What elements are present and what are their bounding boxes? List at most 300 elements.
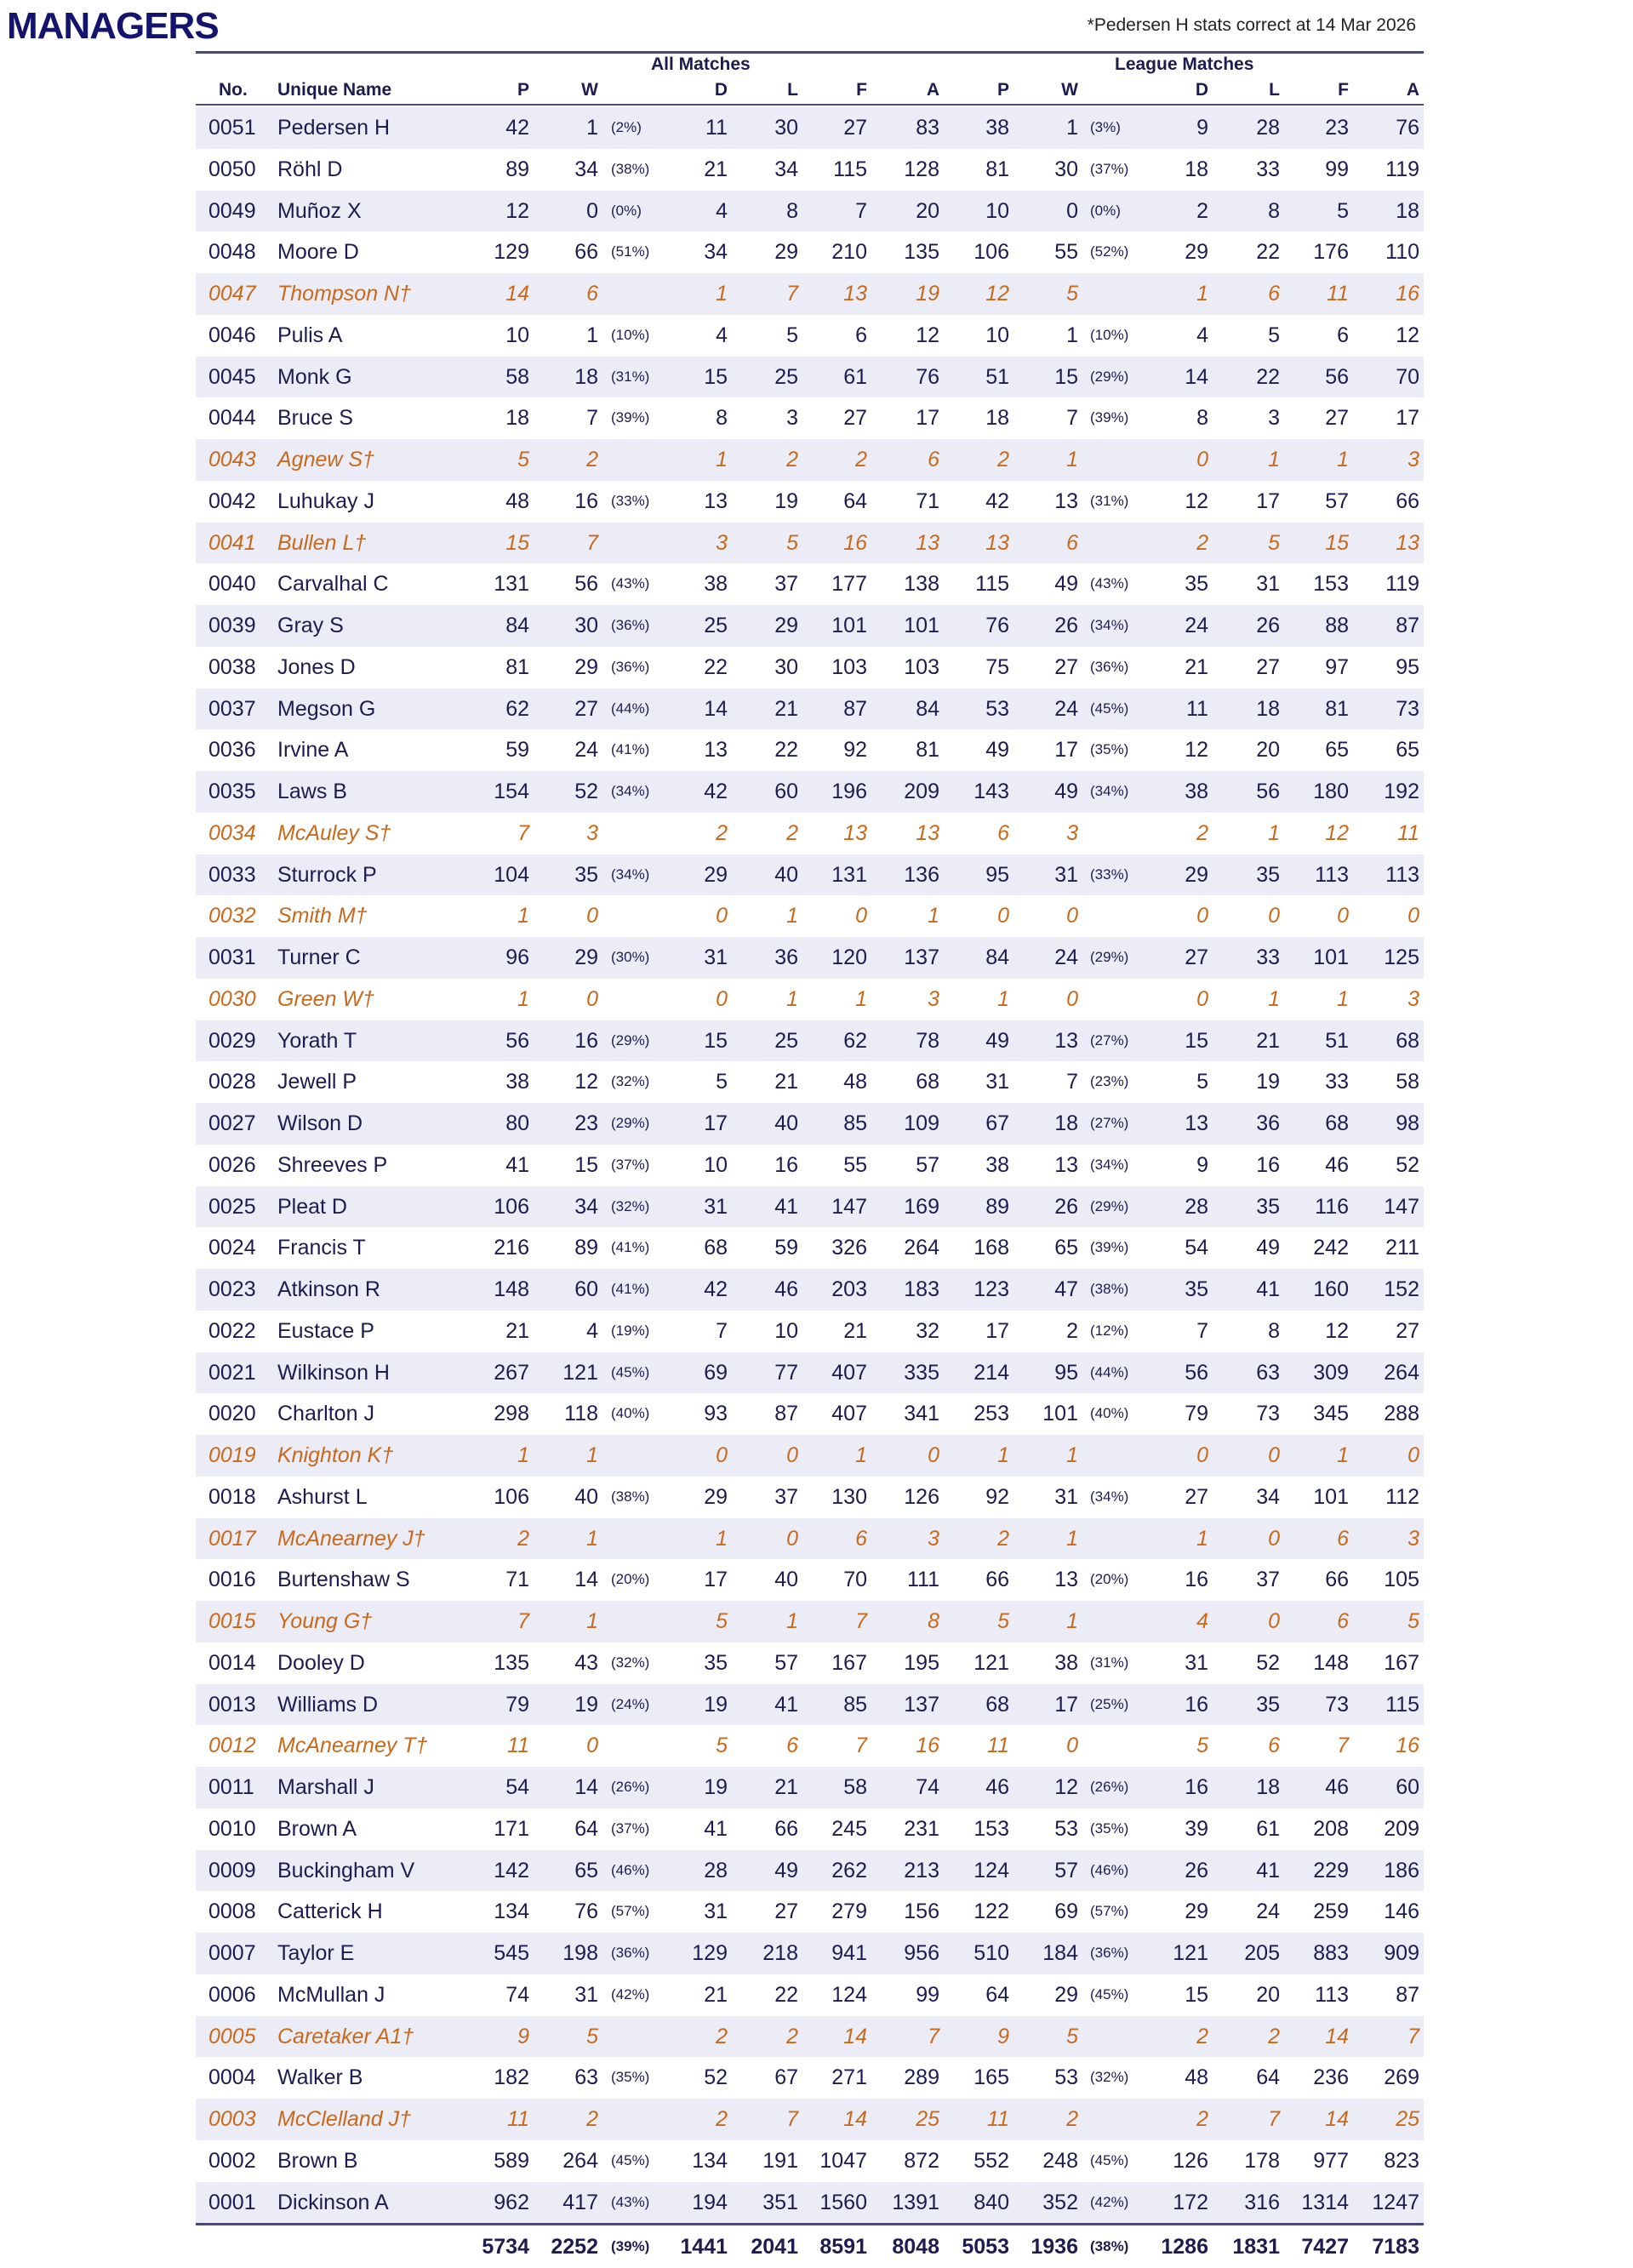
cell-all-d: 25 — [704, 614, 728, 637]
cell-league-l: 63 — [1256, 1360, 1280, 1385]
cell-all-w: 0 — [586, 198, 598, 223]
cell-league-f: 236 — [1313, 2065, 1349, 2090]
table-row — [196, 895, 1424, 937]
cell-league-p: 143 — [974, 780, 1009, 803]
cell-all-l: 57 — [774, 1650, 798, 1675]
cell-name: Caretaker A1† — [277, 2024, 414, 2048]
cell-all-win-pct: (57%) — [611, 1903, 650, 1920]
cell-all-l: 30 — [774, 654, 798, 679]
cell-league-w: 17 — [1054, 1692, 1078, 1717]
cell-league-w: 13 — [1054, 1028, 1078, 1053]
cell-all-f: 92 — [843, 738, 867, 763]
cell-league-a: 12 — [1396, 323, 1419, 347]
cell-league-a: 52 — [1396, 1152, 1419, 1177]
cell-league-a: 95 — [1396, 654, 1419, 679]
cell-name: McAuley S† — [277, 820, 391, 845]
cell-all-a: 68 — [916, 1070, 939, 1094]
cell-league-a: 70 — [1396, 364, 1419, 389]
cell-all-a: 335 — [904, 1360, 939, 1385]
cell-all-l: 36 — [774, 945, 798, 969]
cell-number: 0008 — [208, 1900, 256, 1924]
cell-number: 0048 — [208, 240, 256, 265]
cell-league-d: 0 — [1196, 1443, 1208, 1467]
table-row — [196, 1352, 1424, 1394]
cell-league-win-pct: (40%) — [1090, 1405, 1129, 1422]
cell-all-p: 5 — [517, 448, 529, 471]
cell-league-f: 66 — [1325, 1568, 1349, 1592]
cell-number: 0050 — [208, 157, 256, 181]
cell-league-win-pct: (45%) — [1090, 1985, 1129, 2002]
cell-league-w: 248 — [1042, 2148, 1078, 2173]
cell-all-p: 135 — [494, 1650, 529, 1675]
cell-all-w: 1 — [586, 116, 598, 140]
cell-all-w: 65 — [574, 1858, 598, 1882]
header-rule — [196, 104, 1424, 106]
cell-all-f: 21 — [843, 1318, 867, 1343]
cell-all-l: 21 — [774, 696, 798, 721]
cell-league-win-pct: (34%) — [1090, 783, 1129, 799]
cell-league-f: 229 — [1313, 1858, 1349, 1882]
cell-all-win-pct: (41%) — [611, 741, 650, 758]
cell-league-d: 39 — [1185, 1816, 1208, 1841]
cell-all-d: 21 — [704, 157, 728, 181]
cell-league-w: 65 — [1054, 1236, 1078, 1260]
cell-all-d: 4 — [716, 323, 728, 347]
cell-all-l: 7 — [786, 2107, 798, 2131]
cell-league-l: 35 — [1256, 1692, 1280, 1717]
cell-league-a: 7 — [1407, 2024, 1419, 2048]
cell-number: 0031 — [208, 945, 256, 969]
cell-league-win-pct: (38%) — [1090, 2238, 1129, 2255]
cell-league-w: 1 — [1066, 116, 1078, 140]
cell-league-win-pct: (27%) — [1090, 1031, 1129, 1048]
cell-number: 0003 — [208, 2107, 256, 2131]
cell-league-f: 148 — [1313, 1650, 1349, 1675]
cell-all-p: 7 — [517, 1609, 529, 1633]
cell-number: 0026 — [208, 1152, 256, 1177]
cell-all-win-pct: (37%) — [611, 1820, 650, 1837]
cell-all-p: 2 — [517, 1526, 529, 1551]
cell-league-d: 15 — [1185, 1028, 1208, 1053]
cell-league-p: 168 — [974, 1236, 1009, 1260]
cell-number: 0047 — [208, 282, 256, 306]
cell-all-w: 198 — [562, 1941, 598, 1965]
cell-all-win-pct: (37%) — [611, 1156, 650, 1173]
header-name: Unique Name — [277, 80, 392, 100]
cell-all-d: 1 — [716, 1526, 728, 1551]
cell-all-f: 203 — [831, 1277, 867, 1301]
cell-all-a: 136 — [904, 862, 939, 887]
cell-league-win-pct: (37%) — [1090, 160, 1129, 177]
cell-league-f: 46 — [1325, 1152, 1349, 1177]
cell-league-l: 49 — [1256, 1236, 1280, 1260]
table-row — [196, 2057, 1424, 2099]
cell-all-w: 12 — [574, 1070, 598, 1094]
cell-all-f: 48 — [843, 1070, 867, 1094]
cell-league-f: 15 — [1325, 530, 1349, 555]
cell-name: Ashurst L — [277, 1484, 368, 1509]
table-row — [196, 439, 1424, 481]
cell-number: 0049 — [208, 198, 256, 223]
cell-number: 0001 — [208, 2190, 256, 2214]
cell-league-l: 18 — [1256, 696, 1280, 721]
cell-all-w: 6 — [586, 282, 598, 306]
cell-league-f: 27 — [1325, 406, 1349, 431]
cell-all-d: 0 — [716, 986, 728, 1011]
cell-all-w: 66 — [574, 240, 598, 265]
cell-all-d: 0 — [716, 1443, 728, 1467]
cell-league-p: 253 — [974, 1402, 1009, 1426]
cell-league-p: 38 — [985, 116, 1009, 140]
cell-league-d: 0 — [1196, 986, 1208, 1011]
cell-league-d: 16 — [1185, 1692, 1208, 1717]
cell-league-p: 68 — [985, 1692, 1009, 1717]
cell-league-w: 29 — [1054, 1982, 1078, 2007]
cell-league-a: 125 — [1384, 945, 1419, 969]
table-row — [196, 1269, 1424, 1311]
cell-league-p: 9 — [997, 2024, 1009, 2048]
cell-all-p: 56 — [505, 1028, 529, 1053]
cell-league-d: 5 — [1196, 1734, 1208, 1758]
cell-league-a: 823 — [1384, 2148, 1419, 2173]
cell-name: Smith M† — [277, 904, 368, 928]
cell-all-d: 7 — [716, 1318, 728, 1343]
cell-name: Jones D — [277, 654, 356, 679]
cell-all-l: 2 — [786, 448, 798, 471]
cell-all-d: 129 — [692, 1941, 728, 1965]
cell-league-w: 15 — [1054, 364, 1078, 389]
cell-league-f: 33 — [1325, 1070, 1349, 1094]
cell-league-l: 3 — [1268, 406, 1280, 431]
cell-all-win-pct: (40%) — [611, 1405, 650, 1422]
cell-league-a: 209 — [1384, 1816, 1419, 1841]
cell-league-d: 16 — [1185, 1568, 1208, 1592]
cell-league-l: 21 — [1256, 1028, 1280, 1053]
cell-league-win-pct: (29%) — [1090, 1197, 1129, 1214]
cell-all-l: 40 — [774, 1111, 798, 1135]
cell-league-p: 12 — [985, 282, 1009, 306]
cell-all-f: 177 — [831, 572, 867, 597]
table-row — [196, 1518, 1424, 1560]
cell-all-a: 111 — [906, 1568, 939, 1592]
cell-all-l: 34 — [774, 157, 798, 181]
cell-league-a: 60 — [1396, 1775, 1419, 1799]
cell-number: 0051 — [208, 116, 256, 140]
cell-all-win-pct: (39%) — [611, 409, 650, 426]
cell-all-l: 351 — [762, 2190, 798, 2214]
cell-all-w: 16 — [574, 488, 598, 513]
cell-all-f: 196 — [831, 780, 867, 803]
cell-league-win-pct: (20%) — [1090, 1571, 1129, 1588]
cell-all-l: 2041 — [751, 2235, 798, 2259]
cell-league-w: 24 — [1054, 945, 1078, 969]
cell-league-a: 18 — [1396, 198, 1419, 223]
cell-league-l: 5 — [1268, 530, 1280, 555]
table-row — [196, 1559, 1424, 1601]
cell-all-p: 134 — [494, 1900, 529, 1924]
cell-all-l: 16 — [774, 1152, 798, 1177]
cell-league-w: 2 — [1066, 1318, 1078, 1343]
cell-league-f: 101 — [1313, 1484, 1349, 1509]
cell-all-d: 2 — [716, 820, 728, 845]
cell-number: 0038 — [208, 654, 256, 679]
cell-all-d: 15 — [704, 364, 728, 389]
cell-all-win-pct: (44%) — [611, 700, 650, 717]
cell-all-a: 183 — [904, 1277, 939, 1301]
cell-number: 0006 — [208, 1982, 256, 2007]
cell-name: Laws B — [277, 780, 347, 803]
cell-number: 0020 — [208, 1402, 256, 1426]
cell-number: 0034 — [208, 820, 256, 845]
table-row — [196, 1186, 1424, 1228]
cell-all-l: 77 — [774, 1360, 798, 1385]
cell-league-l: 52 — [1256, 1650, 1280, 1675]
cell-league-p: 5053 — [962, 2235, 1009, 2259]
cell-league-win-pct: (35%) — [1090, 1820, 1129, 1837]
cell-all-win-pct: (34%) — [611, 865, 650, 883]
cell-all-a: 231 — [904, 1816, 939, 1841]
cell-all-w: 118 — [564, 1402, 598, 1426]
cell-all-l: 5 — [786, 530, 798, 555]
cell-all-w: 23 — [574, 1111, 598, 1135]
cell-all-p: 1 — [517, 904, 529, 928]
cell-number: 0028 — [208, 1070, 256, 1094]
cell-league-w: 24 — [1054, 696, 1078, 721]
cell-league-p: 31 — [985, 1070, 1009, 1094]
cell-number: 0046 — [208, 323, 256, 347]
cell-all-l: 5 — [786, 323, 798, 347]
cell-all-a: 289 — [904, 2065, 939, 2090]
cell-league-w: 7 — [1066, 406, 1078, 431]
cell-league-p: 124 — [974, 1858, 1009, 1882]
cell-all-f: 64 — [843, 488, 867, 513]
cell-name: Gray S — [277, 614, 344, 637]
cell-league-l: 73 — [1256, 1402, 1280, 1426]
cell-all-a: 956 — [904, 1941, 939, 1965]
cell-name: Carvalhal C — [277, 572, 389, 597]
cell-league-win-pct: (3%) — [1090, 119, 1121, 135]
cell-league-a: 0 — [1407, 1443, 1419, 1467]
cell-number: 0039 — [208, 614, 256, 637]
cell-league-l: 0 — [1268, 904, 1280, 928]
cell-league-f: 1314 — [1301, 2190, 1349, 2214]
cell-league-a: 1247 — [1372, 2190, 1419, 2214]
cell-all-w: 52 — [574, 780, 598, 803]
table-row — [196, 563, 1424, 605]
cell-name: Yorath T — [277, 1028, 357, 1053]
table-row — [196, 1020, 1424, 1062]
group-league-matches: League Matches — [1115, 54, 1254, 74]
cell-all-f: 7 — [855, 1734, 867, 1758]
cell-all-d: 31 — [704, 1900, 728, 1924]
cell-league-d: 2 — [1196, 198, 1208, 223]
cell-league-p: 67 — [985, 1111, 1009, 1135]
cell-all-w: 30 — [574, 614, 598, 637]
cell-name: Dickinson A — [277, 2190, 389, 2214]
cell-all-w: 18 — [574, 364, 598, 389]
cell-number: 0032 — [208, 904, 256, 928]
cell-league-w: 13 — [1054, 1152, 1078, 1177]
cell-league-p: 1 — [997, 986, 1009, 1011]
cell-name: Burtenshaw S — [277, 1568, 410, 1592]
cell-all-f: 0 — [855, 904, 867, 928]
cell-league-l: 20 — [1256, 738, 1280, 763]
cell-all-l: 30 — [774, 116, 798, 140]
cell-league-l: 2 — [1268, 2024, 1280, 2048]
cell-league-a: 87 — [1396, 614, 1419, 637]
cell-all-a: 6 — [928, 448, 939, 471]
cell-all-d: 1441 — [680, 2235, 728, 2259]
cell-all-w: 7 — [586, 530, 598, 555]
cell-league-a: 3 — [1407, 1526, 1419, 1551]
cell-all-l: 25 — [774, 364, 798, 389]
cell-league-f: 23 — [1325, 116, 1349, 140]
cell-all-a: 74 — [916, 1775, 939, 1799]
cell-all-l: 37 — [774, 572, 798, 597]
cell-league-win-pct: (42%) — [1090, 2193, 1129, 2210]
cell-league-p: 92 — [985, 1484, 1009, 1509]
cell-all-d: 31 — [704, 1194, 728, 1219]
cell-league-w: 1 — [1066, 1443, 1078, 1467]
cell-all-win-pct: (0%) — [611, 202, 642, 219]
cell-all-p: 171 — [494, 1816, 529, 1841]
cell-league-d: 48 — [1185, 2065, 1208, 2090]
cell-league-a: 269 — [1384, 2065, 1419, 2090]
cell-all-win-pct: (41%) — [611, 1281, 650, 1297]
table-row — [196, 315, 1424, 357]
cell-all-d: 41 — [704, 1816, 728, 1841]
cell-number: 0009 — [208, 1858, 256, 1882]
cell-league-p: 10 — [985, 323, 1009, 347]
cell-league-l: 24 — [1256, 1900, 1280, 1924]
cell-all-win-pct: (30%) — [611, 949, 650, 965]
cell-league-p: 0 — [997, 904, 1009, 928]
cell-number: 0017 — [208, 1526, 256, 1551]
cell-all-d: 42 — [704, 780, 728, 803]
header-league-d: D — [1195, 80, 1208, 100]
cell-all-a: 3 — [928, 986, 939, 1011]
cell-all-d: 42 — [704, 1277, 728, 1301]
cell-all-l: 3 — [786, 406, 798, 431]
cell-all-a: 126 — [904, 1484, 939, 1509]
cell-league-a: 147 — [1384, 1194, 1419, 1219]
cell-league-l: 26 — [1256, 614, 1280, 637]
cell-all-win-pct: (36%) — [611, 1945, 650, 1961]
cell-all-win-pct: (41%) — [611, 1239, 650, 1256]
cell-league-d: 26 — [1185, 1858, 1208, 1882]
cell-league-d: 35 — [1185, 572, 1208, 597]
cell-league-p: 51 — [985, 364, 1009, 389]
table-row — [196, 771, 1424, 813]
cell-league-p: 76 — [985, 614, 1009, 637]
cell-league-a: 27 — [1396, 1318, 1419, 1343]
cell-league-win-pct: (31%) — [1090, 492, 1129, 509]
page-title: MANAGERS — [7, 5, 219, 47]
cell-league-l: 6 — [1268, 282, 1280, 306]
cell-all-a: 872 — [904, 2148, 939, 2173]
cell-all-win-pct: (19%) — [611, 1322, 650, 1339]
cell-all-f: 27 — [843, 116, 867, 140]
table-row — [196, 1477, 1424, 1518]
cell-all-p: 106 — [494, 1194, 529, 1219]
cell-league-l: 178 — [1244, 2148, 1280, 2173]
cell-league-win-pct: (36%) — [1090, 1945, 1129, 1961]
cell-league-l: 37 — [1256, 1568, 1280, 1592]
cell-number: 0043 — [208, 448, 256, 471]
cell-league-p: 13 — [985, 530, 1009, 555]
cell-all-f: 326 — [831, 1236, 867, 1260]
cell-all-l: 25 — [774, 1028, 798, 1053]
header-all-d: D — [714, 80, 728, 100]
cell-league-l: 7 — [1268, 2107, 1280, 2131]
cell-all-l: 40 — [774, 862, 798, 887]
cell-all-d: 5 — [716, 1734, 728, 1758]
cell-all-l: 0 — [786, 1443, 798, 1467]
cell-all-f: 1 — [855, 986, 867, 1011]
cell-league-win-pct: (32%) — [1090, 2069, 1129, 2086]
table-row — [196, 481, 1424, 523]
cell-league-p: 2 — [997, 448, 1009, 471]
header-all-f: F — [856, 80, 867, 100]
cell-all-l: 40 — [774, 1568, 798, 1592]
header-all-a: A — [926, 80, 939, 100]
cell-league-p: 11 — [987, 1734, 1009, 1758]
cell-all-f: 407 — [831, 1402, 867, 1426]
cell-all-p: 48 — [505, 488, 529, 513]
cell-league-l: 18 — [1256, 1775, 1280, 1799]
cell-league-f: 6 — [1337, 1609, 1349, 1633]
cell-league-a: 25 — [1396, 2107, 1419, 2131]
table-row — [196, 1393, 1424, 1435]
cell-league-f: 309 — [1313, 1360, 1349, 1385]
cell-name: McMullan J — [277, 1982, 385, 2007]
cell-league-p: 2 — [997, 1526, 1009, 1551]
cell-league-d: 12 — [1185, 738, 1208, 763]
cell-league-w: 31 — [1054, 862, 1078, 887]
cell-all-win-pct: (29%) — [611, 1031, 650, 1048]
cell-league-d: 9 — [1196, 116, 1208, 140]
cell-league-a: 113 — [1385, 862, 1419, 887]
cell-league-d: 1 — [1196, 1526, 1208, 1551]
cell-all-p: 18 — [505, 406, 529, 431]
cell-all-a: 32 — [916, 1318, 939, 1343]
cell-name: McAnearney T† — [277, 1734, 428, 1758]
cell-league-d: 1286 — [1161, 2235, 1208, 2259]
cell-number: 0042 — [208, 488, 256, 513]
cell-all-d: 17 — [704, 1111, 728, 1135]
cell-all-p: 74 — [505, 1982, 529, 2007]
cell-number: 0029 — [208, 1028, 256, 1053]
cell-number: 0022 — [208, 1318, 256, 1343]
cell-league-w: 1 — [1066, 1609, 1078, 1633]
cell-name: Turner C — [277, 945, 361, 969]
cell-all-p: 79 — [505, 1692, 529, 1717]
cell-all-d: 34 — [704, 240, 728, 265]
cell-all-p: 21 — [505, 1318, 529, 1343]
cell-league-l: 6 — [1268, 1734, 1280, 1758]
cell-league-p: 165 — [974, 2065, 1009, 2090]
cell-league-p: 81 — [985, 157, 1009, 181]
cell-all-p: 84 — [505, 614, 529, 637]
cell-league-d: 1 — [1196, 282, 1208, 306]
cell-league-p: 11 — [987, 2107, 1009, 2131]
cell-all-d: 0 — [716, 904, 728, 928]
cell-league-w: 53 — [1054, 1816, 1078, 1841]
cell-all-w: 27 — [574, 696, 598, 721]
cell-league-w: 1 — [1066, 1526, 1078, 1551]
cell-all-w: 29 — [574, 654, 598, 679]
cell-league-w: 49 — [1054, 780, 1078, 803]
